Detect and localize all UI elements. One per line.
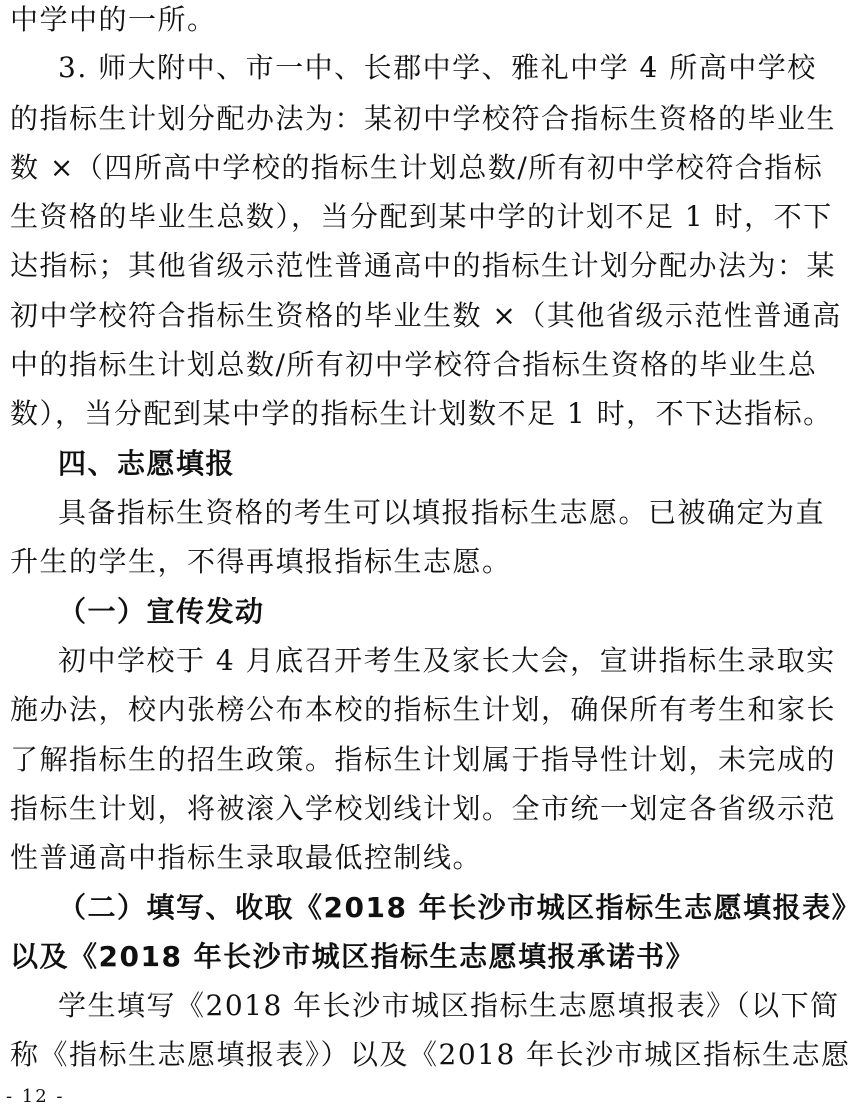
paragraph-line: 升生的学生，不得再填报指标生志愿。 (10, 545, 512, 578)
paragraph-line: 数 ×（四所高中学校的指标生计划总数/所有初中学校符合指标 (10, 151, 824, 184)
paragraph-line: 中的指标生计划总数/所有初中学校符合指标生资格的毕业生总 (10, 348, 818, 381)
paragraph-line: 达指标；其他省级示范性普通高中的指标生计划分配办法为：某 (10, 249, 837, 282)
paragraph-line: 具备指标生资格的考生可以填报指标生志愿。已被确定为直 (58, 496, 826, 529)
paragraph-line: 的指标生计划分配办法为：某初中学校符合指标生资格的毕业生 (10, 102, 837, 135)
paragraph-line: 指标生计划，将被滚入学校划线计划。全市统一划定各省级示范 (10, 792, 837, 825)
paragraph-line: 施办法，校内张榜公布本校的指标生计划，确保所有考生和家长 (10, 693, 837, 726)
paragraph-line: 3. 师大附中、市一中、长郡中学、雅礼中学 4 所高中学校 (58, 51, 817, 84)
paragraph-line: 性普通高中指标生录取最低控制线。 (10, 841, 483, 874)
paragraph-line: 称《指标生志愿填报表》）以及《2018 年长沙市城区指标生志愿 (10, 1038, 851, 1071)
subsection-heading: （二）填写、收取《2018 年长沙市城区指标生志愿填报表》 (58, 891, 861, 924)
paragraph-line: 了解指标生的招生政策。指标生计划属于指导性计划，未完成的 (10, 743, 837, 776)
paragraph-line: 初中学校符合指标生资格的毕业生数 ×（其他省级示范性普通高 (10, 299, 842, 332)
page-number: - 12 - (6, 1086, 65, 1107)
section-heading: 四、志愿填报 (58, 447, 236, 480)
paragraph-line: 学生填写《2018 年长沙市城区指标生志愿填报表》（以下简 (58, 989, 840, 1022)
paragraph-line: 初中学校于 4 月底召开考生及家长大会，宣讲指标生录取实 (58, 644, 836, 677)
subsection-heading: （一）宣传发动 (58, 595, 265, 628)
subsection-heading-continued: 以及《2018 年长沙市城区指标生志愿填报承诺书》 (10, 940, 696, 973)
paragraph-line: 中学中的一所。 (10, 3, 217, 36)
paragraph-line: 数），当分配到某中学的指标生计划数不足 1 时，不下达指标。 (10, 397, 833, 430)
paragraph-line: 生资格的毕业生总数），当分配到某中学的计划不足 1 时，不下 (10, 200, 833, 233)
